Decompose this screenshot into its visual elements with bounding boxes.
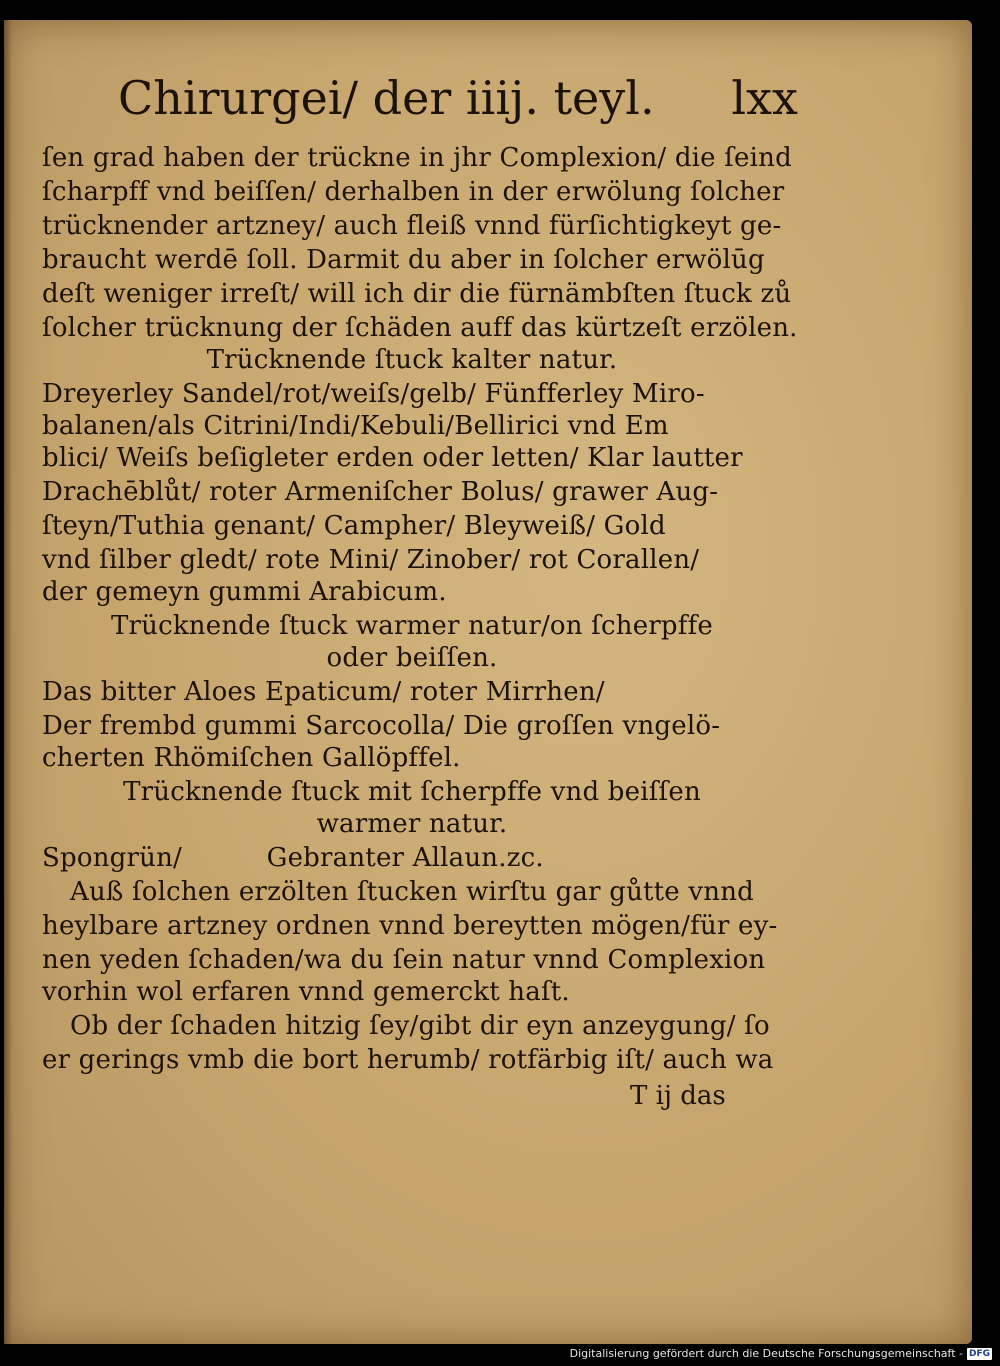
section-heading: Trücknende ſtuck warmer natur/on ſcherpffe (110, 611, 714, 641)
text-line: er gerings vmb die bort herumb/ rotfärbig iſt/ auch wa (42, 1045, 774, 1075)
text-line: cherten Rhömiſchen Gallöpffel. (42, 743, 461, 773)
text-line: ſcharpff vnd beiſſen/ derhalben in der erwölung ſolcher (42, 177, 785, 207)
footer-text: Digitalisierung gefördert durch die Deutsche Forschungsgemeinschaft - (569, 1347, 963, 1360)
section-heading: Trücknende ſtuck kalter natur. (206, 345, 618, 375)
text-line: blici/ Weiſs beſigleter erden oder letten/ Klar lautter (42, 443, 743, 473)
signature-catchword: T ij das (630, 1081, 726, 1111)
section-heading: warmer natur. (316, 809, 508, 839)
text-line: braucht werdē ſoll. Darmit du aber in ſolcher erwölūg (42, 245, 765, 275)
text-line: heylbare artzney ordnen vnnd bereytten mögen/für ey- (42, 911, 778, 941)
text-line: ſolcher trücknung der ſchäden auff das kürtzeſt erzölen. (42, 313, 798, 343)
text-line: Ob der ſchaden hitzig ſey/gibt dir eyn anzeygung/ ſo (70, 1011, 770, 1041)
text-line: Das bitter Aloes Epaticum/ roter Mirrhen/ (42, 677, 605, 707)
text-line: nen yeden ſchaden/wa du ſein natur vnnd Complexion (42, 945, 766, 975)
text-line: Der frembd gummi Sarcocolla/ Die groſſen vngelö- (42, 711, 721, 741)
folio-number: lxx (731, 71, 798, 125)
text-line: trücknender artzney/ auch fleiß vnnd fürſichtigkeyt ge- (42, 211, 782, 241)
digitization-footer (570, 1344, 992, 1364)
text-line: vnd ſilber gledt/ rote Mini/ Zinober/ rot Corallen/ (42, 545, 700, 575)
text-line: Drachēblůt/ roter Armeniſcher Bolus/ grawer Aug- (42, 477, 719, 507)
text-line: vorhin wol erfaren vnnd gemerckt haſt. (42, 977, 570, 1007)
running-header (118, 68, 798, 128)
text-line: ſteyn/Tuthia genant/ Campher/ Bleyweiß/ Gold (42, 511, 666, 541)
text-line: der gemeyn gummi Arabicum. (42, 577, 447, 607)
running-title: Chirurgei/ der iiij. teyl. (118, 71, 655, 125)
text-line: ſen grad haben der trückne in jhr Complexion/ die ſeind (42, 143, 792, 173)
text-line: Dreyerley Sandel/rot/weiſs/gelb/ Fünfferley Miro- (42, 379, 705, 409)
text-line: Spongrün/ Gebranter Allaun.zc. (42, 843, 544, 873)
section-heading: Trücknende ſtuck mit ſcherpffe vnd beiſſen (123, 777, 701, 807)
section-heading: oder beiſſen. (326, 643, 498, 673)
text-line: balanen/als Citrini/Indi/Kebuli/Bellirici vnd Em (42, 411, 669, 441)
text-line: deſt weniger irreſt/ will ich dir die fürnämbſten ſtuck zů (42, 279, 792, 309)
dfg-logo-icon: DFG (968, 1349, 990, 1359)
text-line: Auß ſolchen erzölten ſtucken wirſtu gar gůtte vnnd (70, 877, 754, 907)
